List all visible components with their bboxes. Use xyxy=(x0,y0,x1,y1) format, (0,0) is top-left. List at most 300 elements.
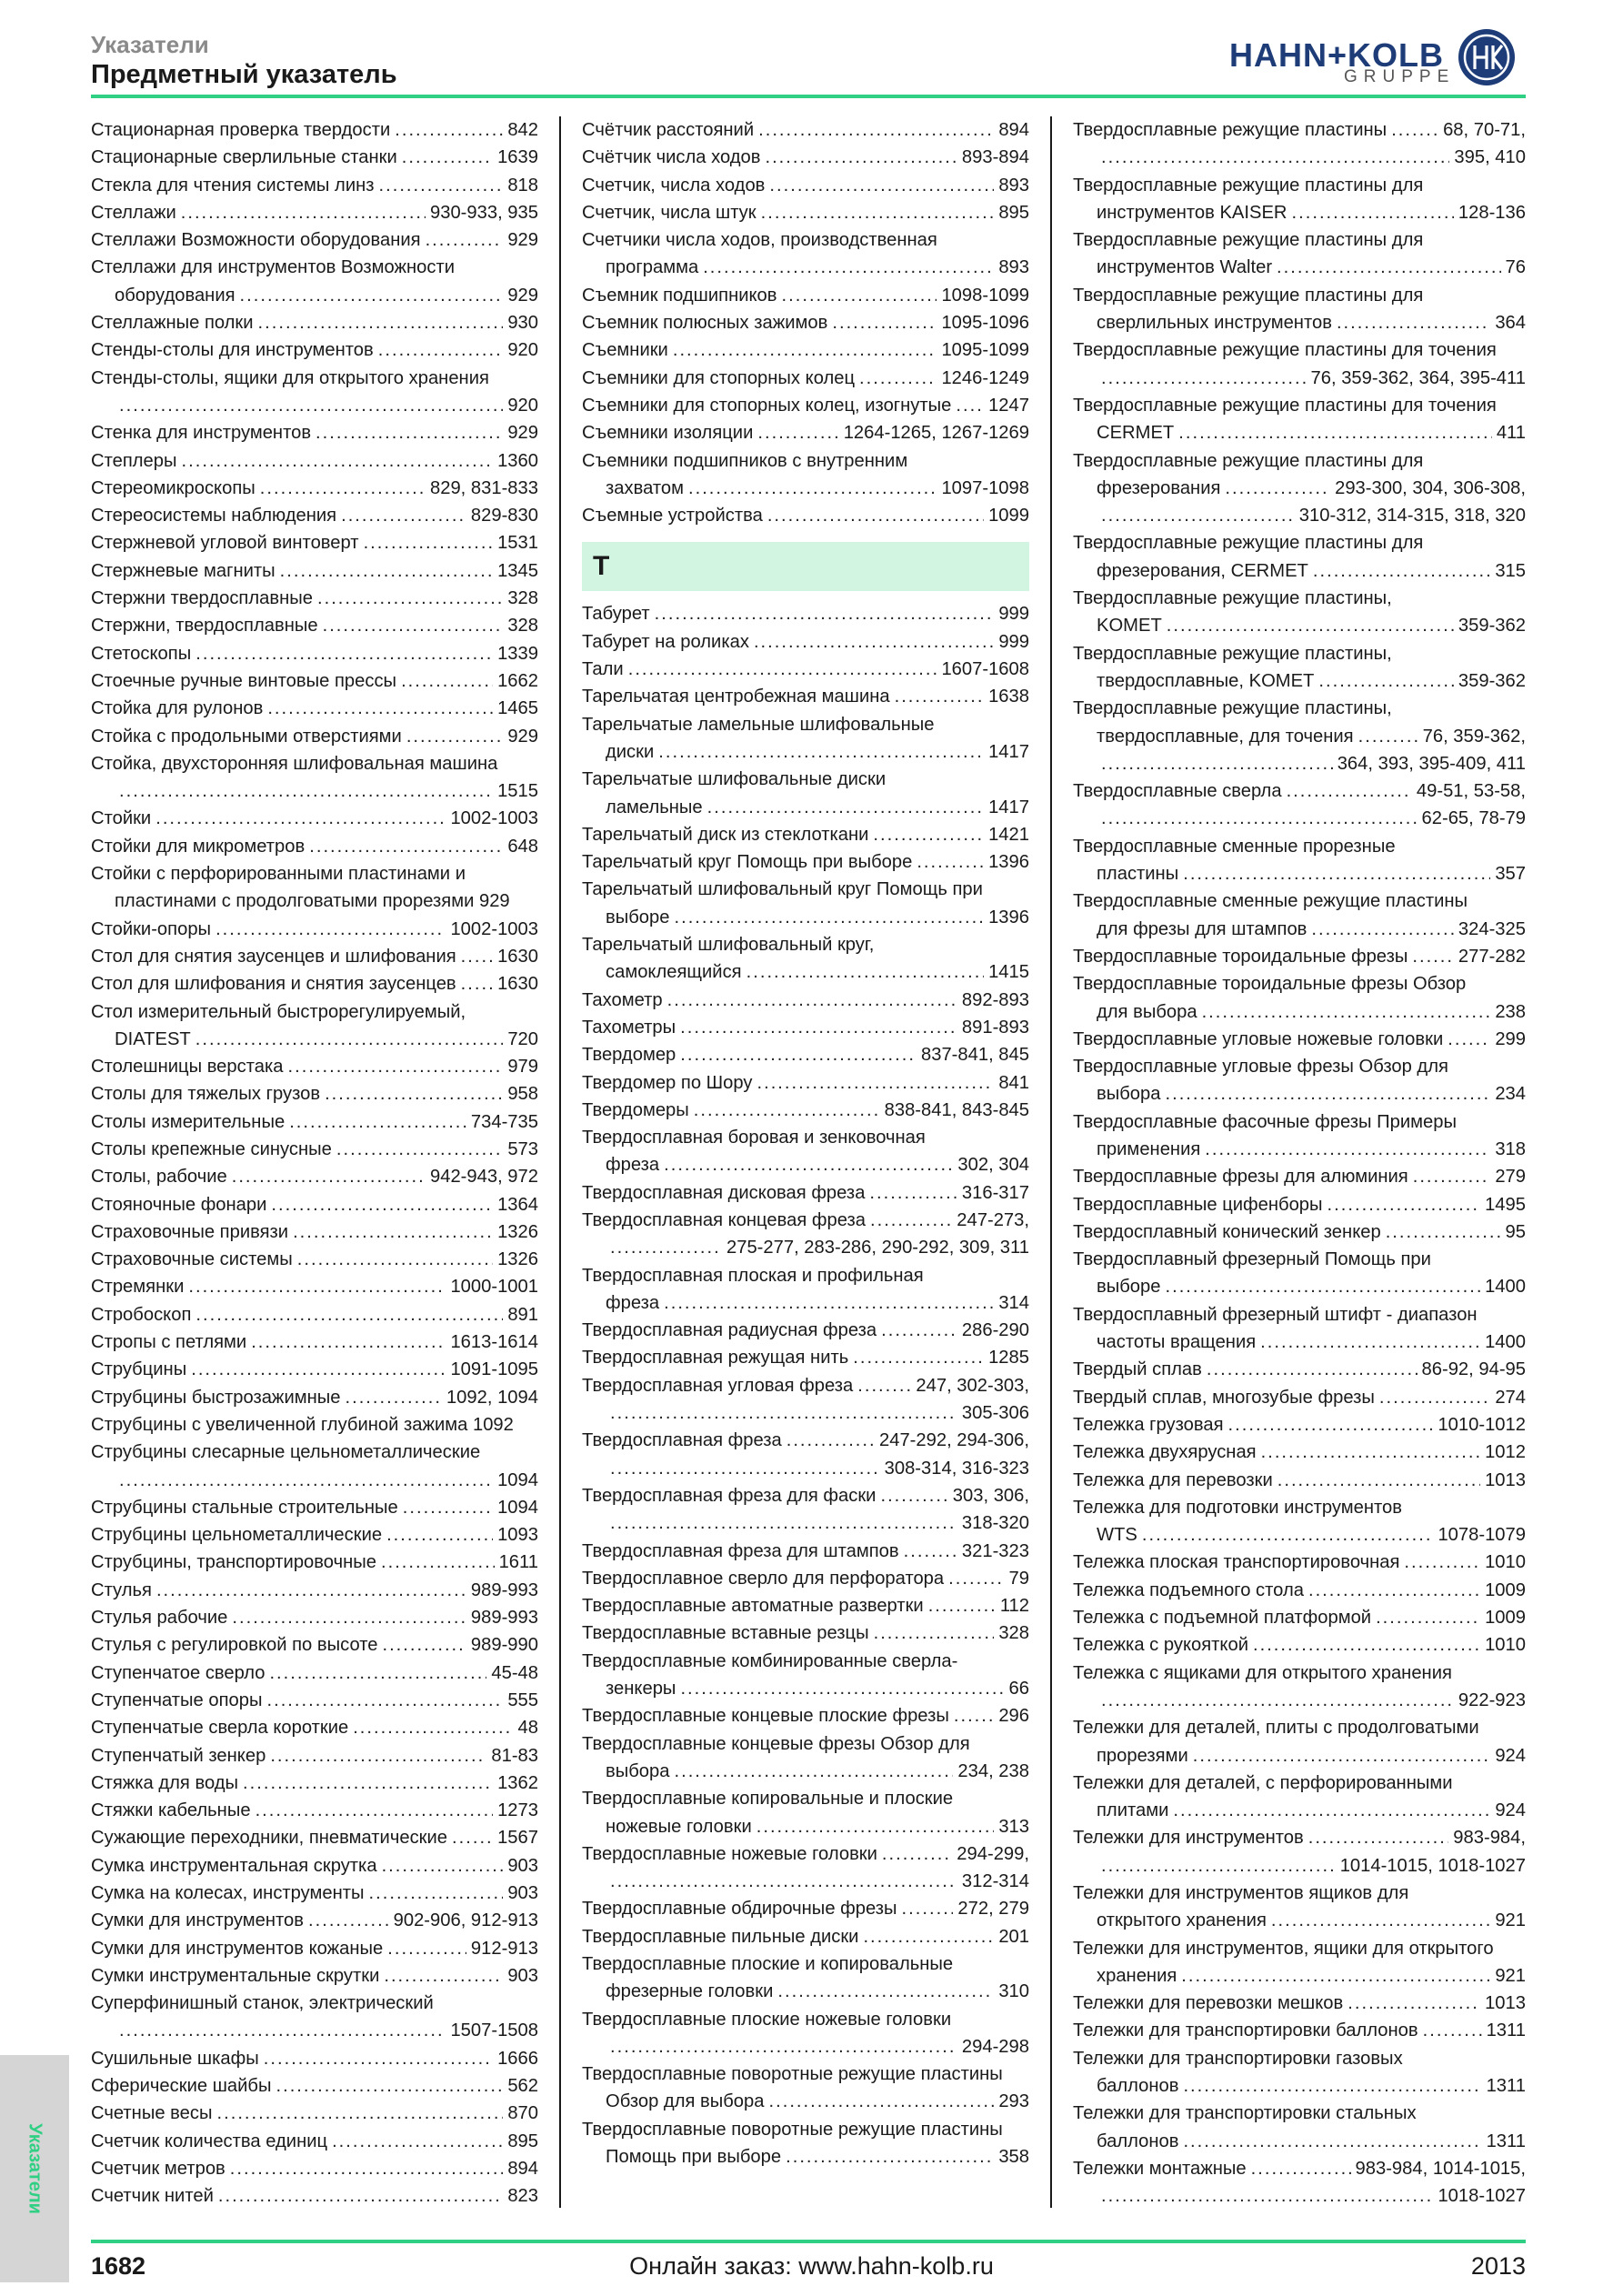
index-entry xyxy=(1073,1990,1526,2017)
leader-dots xyxy=(218,2182,503,2210)
entry-page-ref[interactable]: 1095-1096 xyxy=(941,313,1029,334)
entry-page-ref[interactable]: 286-290 xyxy=(961,1320,1029,1341)
entry-term: применения xyxy=(1097,1138,1201,1159)
entry-page-ref[interactable]: 930 xyxy=(507,313,538,334)
entry-term: Твердосплавные режущие пластины, xyxy=(1073,643,1392,664)
entry-page-ref[interactable]: 310-312, 314-315, 318, 320 xyxy=(1298,506,1526,526)
entry-page-ref[interactable]: 76 xyxy=(1505,257,1526,278)
entry-term: Твердосплавное сверло для перфоратора xyxy=(582,1568,945,1589)
entry-page-ref[interactable]: 293-300, 304, 306-308, xyxy=(1335,477,1526,498)
entry-page-ref[interactable]: 68, 70-71, xyxy=(1443,120,1526,140)
leader-dots xyxy=(332,2128,503,2155)
entry-page-ref[interactable]: 328 xyxy=(507,616,538,637)
entry-term: Счетчик метров xyxy=(91,2158,225,2179)
entry-page-ref[interactable]: 48 xyxy=(517,1718,538,1739)
header-rule xyxy=(91,95,1526,98)
entry-page-ref[interactable]: 837-841, 845 xyxy=(921,1045,1029,1066)
entry-page-ref[interactable]: 929 xyxy=(507,230,538,251)
entry-page-ref[interactable]: 942-943, 972 xyxy=(430,1167,538,1188)
index-entry xyxy=(91,1962,538,1990)
entry-page-ref[interactable]: 1285 xyxy=(988,1348,1029,1369)
entry-page-ref[interactable]: 894 xyxy=(998,120,1029,140)
entry-term: Твердосплавные режущие пластины, xyxy=(1073,588,1392,609)
entry-page-ref[interactable]: 1417 xyxy=(988,741,1029,762)
entry-term: Стеллажные полки xyxy=(91,313,254,334)
entry-page-ref[interactable]: 234, 238 xyxy=(957,1760,1029,1781)
entry-term: Стереосистемы наблюдения xyxy=(91,506,337,526)
entry-term: Струбцины с увеличенной глубиной зажима 1092 xyxy=(91,1414,514,1435)
entry-page-ref[interactable]: 1345 xyxy=(497,560,538,581)
entry-page-ref[interactable]: 1607-1608 xyxy=(941,659,1029,680)
entry-page-ref[interactable]: 1465 xyxy=(497,698,538,719)
entry-term: фрезерования xyxy=(1097,477,1221,498)
entry-page-ref[interactable]: 894 xyxy=(507,2158,538,2179)
leader-dots xyxy=(188,1273,446,1300)
index-entry xyxy=(582,144,1029,171)
entry-page-ref[interactable]: 321-323 xyxy=(961,1540,1029,1561)
entry-term: Съемники для стопорных колец xyxy=(582,367,856,388)
index-entry xyxy=(1073,392,1526,419)
entry-page-ref[interactable]: 1246-1249 xyxy=(941,367,1029,388)
index-entry xyxy=(1073,1163,1526,1190)
entry-page-ref[interactable]: 842 xyxy=(507,120,538,140)
entry-term: Стержни, твердосплавные xyxy=(91,616,318,637)
entry-page-ref[interactable]: 1417 xyxy=(988,797,1029,817)
index-entry xyxy=(91,1411,538,1439)
entry-page-ref[interactable]: 86-92, 94-95 xyxy=(1421,1359,1526,1380)
entry-page-ref[interactable]: 324-325 xyxy=(1458,918,1526,939)
entry-term: Тали xyxy=(582,659,624,680)
entry-page-ref[interactable]: 838-841, 843-845 xyxy=(884,1099,1029,1120)
leader-dots xyxy=(267,695,493,722)
entry-page-ref[interactable]: 1613-1614 xyxy=(450,1332,538,1353)
entry-page-ref[interactable]: 1311 xyxy=(1486,2131,1526,2151)
entry-term: Твердосплавная фреза для фаски xyxy=(582,1485,877,1506)
entry-page-ref[interactable]: 1010 xyxy=(1485,1635,1526,1656)
entry-page-ref[interactable]: 1247 xyxy=(988,395,1029,416)
entry-page-ref[interactable]: 1507-1508 xyxy=(450,2020,538,2041)
entry-page-ref[interactable]: 294-299, xyxy=(957,1843,1029,1864)
entry-page-ref[interactable]: 1400 xyxy=(1485,1277,1526,1298)
entry-page-ref[interactable]: 573 xyxy=(507,1138,538,1159)
index-entry xyxy=(91,309,538,336)
entry-page-ref[interactable]: 989-993 xyxy=(470,1608,538,1629)
entry-page-ref[interactable]: 395, 410 xyxy=(1454,147,1526,168)
entry-page-ref[interactable]: 1094 xyxy=(497,1497,538,1518)
entry-page-ref[interactable]: 921 xyxy=(1495,1965,1526,1986)
column-divider xyxy=(1050,116,1052,2208)
index-entry xyxy=(1073,1384,1526,1411)
leader-dots xyxy=(270,1742,486,1770)
entry-term: Столы измерительные xyxy=(91,1111,286,1132)
entry-page-ref[interactable]: 895 xyxy=(998,202,1029,223)
entry-page-ref[interactable]: 983-984, xyxy=(1453,1828,1526,1849)
entry-term: Сумки для инструментов xyxy=(91,1910,304,1931)
index-entry xyxy=(582,116,1029,144)
entry-page-ref[interactable]: 313 xyxy=(998,1816,1029,1837)
entry-page-ref[interactable]: 1326 xyxy=(497,1221,538,1242)
entry-page-ref[interactable]: 1273 xyxy=(497,1800,538,1821)
entry-term: Твердосплавные ножевые головки xyxy=(582,1843,877,1864)
leader-dots xyxy=(1101,502,1295,529)
entry-page-ref[interactable]: 1099 xyxy=(988,506,1029,526)
entry-page-ref[interactable]: 903 xyxy=(507,1965,538,1986)
entry-page-ref[interactable]: 1311 xyxy=(1486,2020,1526,2041)
entry-term: ножевые головки xyxy=(606,1816,752,1837)
index-entry xyxy=(582,2088,1029,2115)
index-entry xyxy=(582,1813,1029,1840)
entry-page-ref[interactable]: 1339 xyxy=(497,643,538,664)
entry-page-ref[interactable]: 1311 xyxy=(1486,2076,1526,2097)
index-entry xyxy=(91,1026,538,1053)
entry-page-ref[interactable]: 299 xyxy=(1495,1028,1526,1049)
entry-page-ref[interactable]: 112 xyxy=(999,1596,1029,1617)
index-entry xyxy=(582,1151,1029,1178)
index-entry xyxy=(1073,1218,1526,1246)
entry-term: Струбцины, транспортировочные xyxy=(91,1552,376,1573)
entry-page-ref[interactable]: 920 xyxy=(507,395,538,416)
index-entry xyxy=(91,475,538,502)
entry-page-ref[interactable]: 308-314, 316-323 xyxy=(884,1458,1029,1479)
entry-term: Твердомеры xyxy=(582,1099,689,1120)
entry-term: Твердосплавные режущие пластины для точения xyxy=(1073,395,1497,416)
entry-page-ref[interactable]: 411 xyxy=(1496,423,1526,444)
entry-page-ref[interactable]: 274 xyxy=(1495,1387,1526,1408)
entry-page-ref[interactable]: 1611 xyxy=(498,1552,538,1573)
entry-page-ref[interactable]: 1326 xyxy=(497,1249,538,1270)
entry-page-ref[interactable]: 357 xyxy=(1495,864,1526,885)
entry-page-ref[interactable]: 1638 xyxy=(988,687,1029,707)
entry-page-ref[interactable]: 1531 xyxy=(497,533,538,554)
index-entry xyxy=(91,750,538,777)
entry-page-ref[interactable]: 315 xyxy=(1495,560,1526,581)
index-entry xyxy=(91,1880,538,1907)
entry-term: Счётчик числа ходов xyxy=(582,147,761,168)
entry-page-ref[interactable]: 294-298 xyxy=(961,2036,1029,2057)
index-entry xyxy=(1073,1026,1526,1053)
entry-page-ref[interactable]: 895 xyxy=(507,2131,538,2151)
entry-term: Струбцины цельнометаллические xyxy=(91,1525,383,1546)
entry-page-ref[interactable]: 247-273, xyxy=(957,1209,1029,1230)
entry-page-ref[interactable]: 870 xyxy=(507,2103,538,2124)
entry-page-ref[interactable]: 999 xyxy=(998,604,1029,625)
entry-page-ref[interactable]: 1093 xyxy=(497,1525,538,1546)
entry-term: Твердосплавные пильные диски xyxy=(582,1926,859,1947)
entry-page-ref[interactable]: 1515 xyxy=(497,781,538,802)
entry-page-ref[interactable]: 1010-1012 xyxy=(1438,1414,1526,1435)
entry-page-ref[interactable]: 1364 xyxy=(497,1194,538,1215)
leader-dots xyxy=(382,1631,466,1659)
leader-dots xyxy=(1225,475,1330,502)
index-entry xyxy=(1073,1273,1526,1300)
entry-page-ref[interactable]: 922-923 xyxy=(1458,1689,1526,1710)
index-entry xyxy=(582,1923,1029,1950)
entry-term: Съемники для стопорных колец, изогнутые xyxy=(582,395,952,416)
entry-page-ref[interactable]: 359-362 xyxy=(1458,616,1526,637)
entry-page-ref[interactable]: 279 xyxy=(1495,1167,1526,1188)
entry-page-ref[interactable]: 893-894 xyxy=(961,147,1029,168)
entry-term: Стекла для чтения системы линз xyxy=(91,175,375,196)
entry-term: Тележка подъемного стола xyxy=(1073,1579,1304,1600)
index-entry xyxy=(582,2060,1029,2088)
leader-dots xyxy=(269,1659,486,1687)
entry-page-ref[interactable]: 1000-1001 xyxy=(450,1277,538,1298)
entry-term: Помощь при выборе xyxy=(606,2147,782,2168)
leader-dots xyxy=(264,2045,493,2072)
entry-page-ref[interactable]: 1421 xyxy=(988,824,1029,845)
entry-term: Тележка с ящиками для открытого хранения xyxy=(1073,1662,1452,1683)
entry-term: Стойки для микрометров xyxy=(91,836,306,857)
entry-page-ref[interactable]: 734-735 xyxy=(470,1111,538,1132)
entry-page-ref[interactable]: 275-277, 283-286, 290-292, 309, 311 xyxy=(726,1238,1029,1258)
entry-page-ref[interactable]: 1094 xyxy=(497,1469,538,1490)
index-entry xyxy=(1073,1714,1526,1741)
leader-dots xyxy=(1193,1742,1491,1770)
entry-page-ref[interactable]: 1012 xyxy=(1485,1442,1526,1463)
index-entry xyxy=(582,1455,1029,1482)
leader-dots xyxy=(461,970,493,998)
entry-page-ref[interactable]: 76, 359-362, 364, 395-411 xyxy=(1310,367,1526,388)
entry-page-ref[interactable]: 912-913 xyxy=(470,1938,538,1959)
leader-dots xyxy=(255,1797,494,1824)
entry-page-ref[interactable]: 1098-1099 xyxy=(941,285,1029,306)
entry-page-ref[interactable]: 272, 279 xyxy=(957,1899,1029,1920)
index-entry xyxy=(582,1344,1029,1371)
entry-page-ref[interactable]: 893 xyxy=(998,257,1029,278)
entry-page-ref[interactable]: 1002-1003 xyxy=(450,918,538,939)
entry-page-ref[interactable]: 930-933, 935 xyxy=(430,202,538,223)
entry-page-ref[interactable]: 1014-1015, 1018-1027 xyxy=(1339,1855,1526,1876)
leader-dots xyxy=(832,309,937,336)
entry-page-ref[interactable]: 1091-1095 xyxy=(450,1359,538,1380)
entry-page-ref[interactable]: 1009 xyxy=(1485,1579,1526,1600)
leader-dots xyxy=(353,1714,513,1741)
entry-page-ref[interactable]: 958 xyxy=(507,1084,538,1105)
entry-page-ref[interactable]: 238 xyxy=(1495,1001,1526,1022)
entry-page-ref[interactable]: 45-48 xyxy=(491,1662,538,1683)
entry-page-ref[interactable]: 921 xyxy=(1495,1910,1526,1931)
index-entry xyxy=(582,904,1029,931)
entry-page-ref[interactable]: 1009 xyxy=(1485,1608,1526,1629)
entry-term: Стол для шлифования и снятия заусенцев xyxy=(91,974,456,995)
entry-page-ref[interactable]: 76, 359-362, xyxy=(1422,726,1526,747)
leader-dots xyxy=(381,1549,495,1576)
entry-page-ref[interactable]: 310 xyxy=(998,1981,1029,2002)
index-entry xyxy=(1073,640,1526,667)
entry-page-ref[interactable]: 1264-1265, 1267-1269 xyxy=(843,423,1029,444)
entry-page-ref[interactable]: 316-317 xyxy=(961,1182,1029,1203)
entry-page-ref[interactable]: 989-990 xyxy=(470,1635,538,1656)
entry-page-ref[interactable]: 892-893 xyxy=(961,989,1029,1010)
entry-term: Твердосплавная фреза xyxy=(582,1430,782,1451)
index-column-1 xyxy=(91,116,538,2211)
entry-page-ref[interactable]: 829-830 xyxy=(470,506,538,526)
index-entry xyxy=(1073,1659,1526,1687)
entry-page-ref[interactable]: 1013 xyxy=(1485,1469,1526,1490)
entry-page-ref[interactable]: 314 xyxy=(998,1292,1029,1313)
entry-page-ref[interactable]: 296 xyxy=(998,1706,1029,1727)
entry-page-ref[interactable]: 989-993 xyxy=(470,1579,538,1600)
entry-term: Тележка для подготовки инструментов xyxy=(1073,1497,1402,1518)
entry-page-ref[interactable]: 49-51, 53-58, xyxy=(1416,781,1526,802)
entry-page-ref[interactable]: 1662 xyxy=(497,670,538,691)
leader-dots xyxy=(155,805,446,832)
index-entry xyxy=(582,2033,1029,2060)
entry-page-ref[interactable]: 924 xyxy=(1495,1745,1526,1766)
entry-page-ref[interactable]: 1078-1079 xyxy=(1438,1525,1526,1546)
entry-page-ref[interactable]: 1013 xyxy=(1485,1993,1526,2014)
entry-page-ref[interactable]: 893 xyxy=(998,175,1029,196)
entry-page-ref[interactable]: 841 xyxy=(998,1072,1029,1093)
entry-page-ref[interactable]: 312-314 xyxy=(961,1871,1029,1892)
entry-page-ref[interactable]: 562 xyxy=(507,2076,538,2097)
entry-page-ref[interactable]: 1095-1099 xyxy=(941,340,1029,361)
entry-page-ref[interactable]: 302, 304 xyxy=(957,1155,1029,1176)
index-entry xyxy=(1073,2182,1526,2210)
entry-term: Тележки для инструментов ящиков для xyxy=(1073,1883,1409,1903)
index-entry xyxy=(1073,585,1526,612)
entry-term: Обзор для выбора xyxy=(606,2091,765,2112)
entry-page-ref[interactable]: 1630 xyxy=(497,946,538,967)
entry-page-ref[interactable]: 81-83 xyxy=(491,1745,538,1766)
entry-page-ref[interactable]: 66 xyxy=(1008,1679,1029,1699)
entry-page-ref[interactable]: 247, 302-303, xyxy=(916,1375,1029,1396)
entry-page-ref[interactable]: 929 xyxy=(507,726,538,747)
index-entry xyxy=(582,1565,1029,1592)
index-entry xyxy=(1073,1356,1526,1383)
entry-page-ref[interactable]: 1396 xyxy=(988,852,1029,873)
entry-page-ref[interactable]: 303, 306, xyxy=(952,1485,1029,1506)
entry-page-ref[interactable]: 359-362 xyxy=(1458,670,1526,691)
leader-dots xyxy=(880,1482,947,1509)
entry-page-ref[interactable]: 1666 xyxy=(497,2048,538,2069)
entry-page-ref[interactable]: 891 xyxy=(507,1304,538,1325)
leader-dots xyxy=(406,723,503,750)
index-entry xyxy=(1073,282,1526,309)
entry-page-ref[interactable]: 1010 xyxy=(1485,1552,1526,1573)
entry-page-ref[interactable]: 364 xyxy=(1495,313,1526,334)
leader-dots xyxy=(674,904,984,931)
entry-page-ref[interactable]: 1360 xyxy=(497,450,538,471)
entry-page-ref[interactable]: 293 xyxy=(998,2091,1029,2112)
entry-page-ref[interactable]: 929 xyxy=(507,423,538,444)
entry-page-ref[interactable]: 648 xyxy=(507,836,538,857)
entry-page-ref[interactable]: 979 xyxy=(507,1057,538,1078)
index-entry xyxy=(91,1273,538,1300)
entry-page-ref[interactable]: 924 xyxy=(1495,1800,1526,1821)
entry-term: Твердосплавная дисковая фреза xyxy=(582,1182,866,1203)
entry-page-ref[interactable]: 364, 393, 395-409, 411 xyxy=(1337,753,1526,774)
index-entry xyxy=(1073,1687,1526,1714)
entry-page-ref[interactable]: 247-292, 294-306, xyxy=(879,1430,1029,1451)
entry-page-ref[interactable]: 555 xyxy=(507,1689,538,1710)
entry-page-ref[interactable]: 1396 xyxy=(988,907,1029,927)
entry-page-ref[interactable]: 1400 xyxy=(1485,1332,1526,1353)
entry-page-ref[interactable]: 305-306 xyxy=(961,1403,1029,1424)
entry-page-ref[interactable]: 201 xyxy=(998,1926,1029,1947)
entry-page-ref[interactable]: 358 xyxy=(998,2147,1029,2168)
index-entry xyxy=(91,1521,538,1549)
entry-page-ref[interactable]: 891-893 xyxy=(961,1017,1029,1038)
entry-page-ref[interactable]: 62-65, 78-79 xyxy=(1421,808,1526,829)
entry-term: CERMET xyxy=(1097,423,1175,444)
entry-page-ref[interactable]: 1097-1098 xyxy=(941,477,1029,498)
entry-page-ref[interactable]: 277-282 xyxy=(1458,946,1526,967)
index-entry xyxy=(582,226,1029,254)
index-entry xyxy=(582,1538,1029,1565)
entry-term: Стационарные сверлильные станки xyxy=(91,147,397,168)
leader-dots xyxy=(1165,1080,1490,1108)
leader-dots xyxy=(288,1053,504,1080)
entry-page-ref[interactable]: 1002-1003 xyxy=(450,808,538,829)
index-entry xyxy=(1073,2072,1526,2100)
entry-page-ref[interactable]: 823 xyxy=(507,2186,538,2207)
entry-term: WTS xyxy=(1097,1525,1137,1546)
index-entry xyxy=(582,1372,1029,1399)
section-letter-heading: T xyxy=(582,542,1029,591)
entry-term: Страховочные привязи xyxy=(91,1221,289,1242)
leader-dots xyxy=(754,628,994,656)
leader-dots xyxy=(895,683,984,710)
entry-page-ref[interactable]: 920 xyxy=(507,340,538,361)
entry-page-ref[interactable]: 1495 xyxy=(1485,1194,1526,1215)
entry-page-ref[interactable]: 1092, 1094 xyxy=(446,1387,538,1408)
index-column-3 xyxy=(1073,116,1526,2211)
entry-page-ref[interactable]: 999 xyxy=(998,631,1029,652)
leader-dots xyxy=(1318,667,1454,695)
entry-page-ref[interactable]: 902-906, 912-913 xyxy=(393,1910,538,1931)
index-entry xyxy=(91,1163,538,1190)
entry-page-ref[interactable]: 818 xyxy=(507,175,538,196)
entry-page-ref[interactable]: 328 xyxy=(998,1623,1029,1644)
entry-page-ref[interactable]: 829, 831-833 xyxy=(430,477,538,498)
index-entry xyxy=(91,2182,538,2210)
entry-page-ref[interactable]: 79 xyxy=(1008,1568,1029,1589)
entry-page-ref[interactable]: 983-984, 1014-1015, xyxy=(1355,2158,1526,2179)
entry-page-ref[interactable]: 1415 xyxy=(988,962,1029,983)
entry-page-ref[interactable]: 1567 xyxy=(497,1828,538,1849)
index-entry xyxy=(1073,144,1526,171)
entry-term: Тахометры xyxy=(582,1017,676,1038)
leader-dots xyxy=(1261,1439,1480,1466)
entry-page-ref[interactable]: 234 xyxy=(1495,1084,1526,1105)
entry-term: фрезерные головки xyxy=(606,1981,774,2002)
entry-page-ref[interactable]: 318 xyxy=(1495,1138,1526,1159)
leader-dots xyxy=(1413,1163,1491,1190)
entry-term: Твердосплавные комбинированные сверла- xyxy=(582,1650,958,1671)
entry-page-ref[interactable]: 929 xyxy=(507,285,538,306)
entry-page-ref[interactable]: 95 xyxy=(1505,1221,1526,1242)
entry-page-ref[interactable]: 1018-1027 xyxy=(1438,2186,1526,2207)
index-entry xyxy=(91,1770,538,1797)
index-entry xyxy=(91,805,538,832)
entry-page-ref[interactable]: 1630 xyxy=(497,974,538,995)
entry-term: Твердосплавные плоские и копировальные xyxy=(582,1954,954,1974)
entry-page-ref[interactable]: 328 xyxy=(507,588,538,609)
entry-page-ref[interactable]: 720 xyxy=(507,1028,538,1049)
entry-page-ref[interactable]: 318-320 xyxy=(961,1513,1029,1534)
entry-page-ref[interactable]: 1362 xyxy=(497,1772,538,1793)
entry-page-ref[interactable]: 1639 xyxy=(497,147,538,168)
entry-term: Табурет xyxy=(582,604,650,625)
entry-page-ref[interactable]: 128-136 xyxy=(1458,202,1526,223)
entry-term: программа xyxy=(606,257,699,278)
entry-page-ref[interactable]: 903 xyxy=(507,1883,538,1903)
index-entry xyxy=(91,2155,538,2182)
entry-term: Твердосплавные режущие пластины для xyxy=(1073,450,1424,471)
entry-page-ref[interactable]: 903 xyxy=(507,1855,538,1876)
index-entry xyxy=(582,794,1029,821)
